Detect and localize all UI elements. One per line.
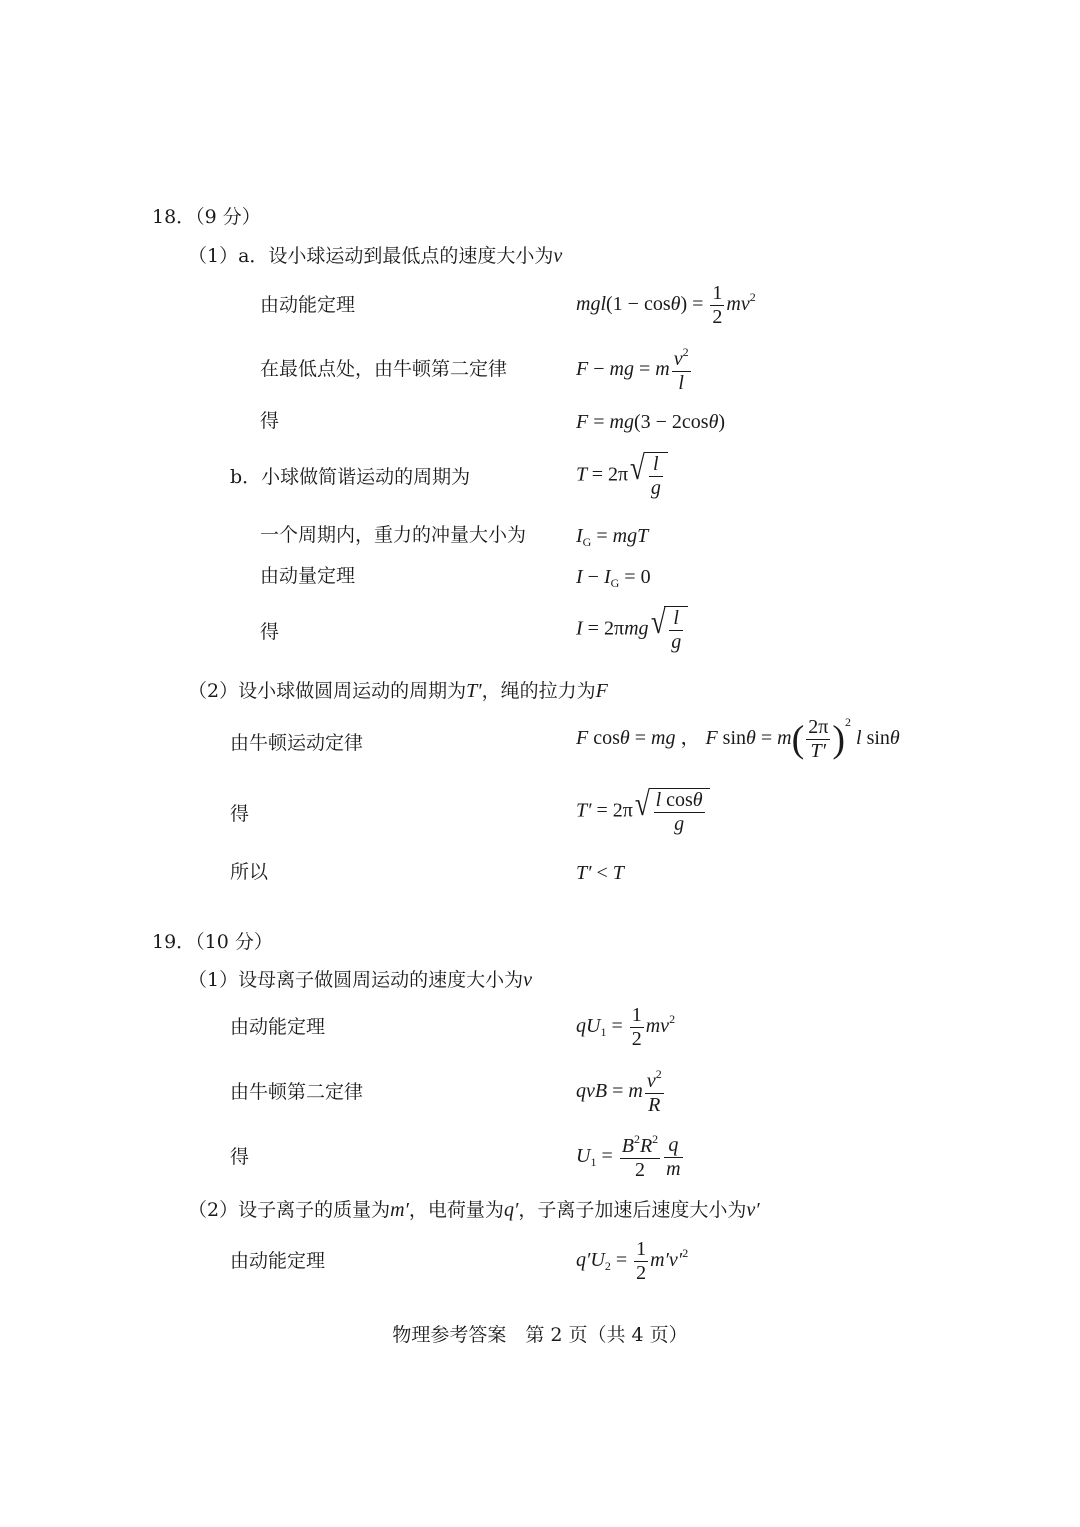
q19-part2-v: v′ xyxy=(746,1199,760,1221)
q19-step2-label: 由牛顿第二定律 xyxy=(230,1081,364,1103)
q18-eq-result-F: F = mg(3 − 2cosθ) xyxy=(576,411,726,433)
q18-eq-newton: F − mg = m $\frac{v^2}{l}$ xyxy=(576,345,689,394)
q19-step1-label: 由动能定理 xyxy=(230,1016,326,1038)
q18-eq-result-Tprime: T′ = 2π √ $\frac{\text{l cosθ}}{g}$ xyxy=(576,788,710,836)
q19-part1-var: v xyxy=(523,969,532,991)
q18-step3-label: 得 xyxy=(260,410,280,432)
q18-part1b-label: b．小球做简谐运动的周期为 xyxy=(230,466,471,488)
q18-eq-momentum: $I - I_G = 0$ xyxy=(576,566,651,590)
q19-eq-newton: qvB = m $\frac{v^2}{R}$ xyxy=(576,1067,662,1116)
q18-step7-label: 由牛顿运动定律 xyxy=(230,732,364,754)
q18-step1-label: 由动能定理 xyxy=(260,294,356,316)
q18-part2-T: T′ xyxy=(466,680,482,702)
q18-eq-circular: F cosθ = mg ， F sinθ = m( $\frac{2\pi}{T'}$ )$^2$ l sinθ xyxy=(576,715,900,762)
q18-step6-label: 得 xyxy=(260,621,280,643)
q18-part1a-var: v xyxy=(553,245,563,267)
q19-part1-text: （1）设母离子做圆周运动的速度大小为 xyxy=(188,969,524,991)
q18-step2-label: 在最低点处，由牛顿第二定律 xyxy=(260,358,508,380)
q18-eq-impulse-gravity: $I_G$ = mgT xyxy=(576,525,649,549)
q18-step4-label: 一个周期内，重力的冲量大小为 xyxy=(260,524,527,546)
q18-eq-energy: mgl(1 − cosθ) = $\frac{1}{2}$ $mv^2$ xyxy=(576,282,756,328)
q18-part2-text-a: （2）设小球做圆周运动的周期为 xyxy=(188,680,467,702)
q18-part1a-text: （1）a．设小球运动到最低点的速度大小为 xyxy=(188,245,554,267)
q19-part2-text-a: （2）设子离子的质量为 xyxy=(188,1199,391,1221)
q19-part1-intro xyxy=(188,970,532,990)
q18-part2-F: F xyxy=(595,680,608,702)
q18-header: 18．（9 分） xyxy=(152,206,261,228)
q19-eq-result-U1: $U_1$ = $\frac{B^2R^2}{2}$ $\frac{q}{m}$ xyxy=(576,1132,681,1181)
page-footer: 物理参考答案 第 2 页（共 4 页） xyxy=(392,1324,688,1346)
q18-step8-label: 得 xyxy=(230,803,250,825)
q18-step5-label: 由动量定理 xyxy=(260,565,356,587)
q19-part2-text-b: ，电荷量为 xyxy=(408,1199,504,1221)
q18-step9-label: 所以 xyxy=(230,861,269,883)
q18-eq-result-I: I = 2πmg √ $\frac{l}{g}$ xyxy=(576,606,688,654)
q19-eq-energy: $qU_1$ = $\frac{1}{2}$ $mv^2$ xyxy=(576,1004,676,1050)
q18-part2-text-b: ，绳的拉力为 xyxy=(481,680,596,702)
q19-part2-intro xyxy=(188,1200,760,1220)
q18-eq-compare: T′ < T xyxy=(576,862,624,884)
q18-eq-period: T = 2π √ $\frac{l}{g}$ xyxy=(576,452,668,500)
q18-part2-intro xyxy=(188,681,608,701)
q19-eq-energy-child: $q'U_2$ = $\frac{1}{2}$ $m'v'^2$ xyxy=(576,1238,689,1284)
q18-part1a-intro xyxy=(188,246,562,266)
q19-part2-text-c: ，子离子加速后速度大小为 xyxy=(518,1199,747,1221)
q19-part2-m: m′ xyxy=(390,1199,409,1221)
q19-part2-q: q′ xyxy=(503,1199,519,1221)
q19-step3-label: 得 xyxy=(230,1146,250,1168)
q19-step4-label: 由动能定理 xyxy=(230,1250,326,1272)
q19-header: 19．（10 分） xyxy=(152,931,273,953)
